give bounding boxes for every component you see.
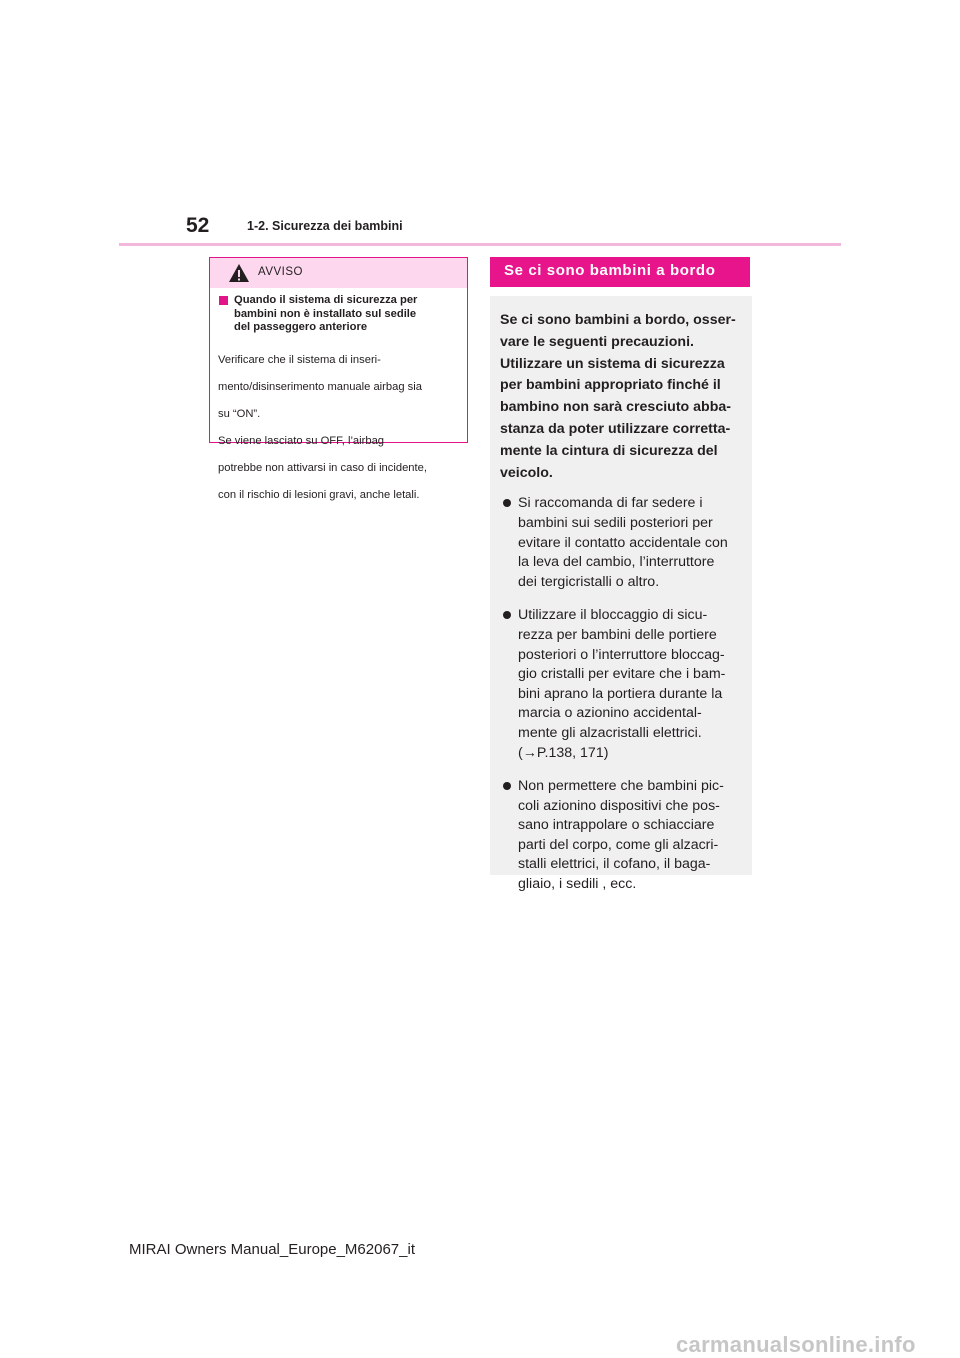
warning-item-heading	[218, 294, 459, 335]
info-box	[490, 296, 752, 893]
warning-text	[218, 341, 459, 517]
section-title: 1-2. Sicurezza dei bambini	[247, 219, 403, 233]
bullet-line: Non permettere che bambini pic-	[518, 778, 724, 795]
intro-line: per bambini appropriato finché il	[500, 377, 721, 394]
warning-text-line: potrebbe non attivarsi in caso di incidente,	[218, 462, 427, 474]
intro-line: Utilizzare un sistema di sicurezza	[500, 355, 725, 372]
round-bullet-icon	[503, 499, 511, 507]
page-number: 52	[186, 214, 210, 237]
intro-line: Se ci sono bambini a bordo, osser-	[500, 312, 736, 328]
square-bullet-icon	[219, 296, 228, 305]
intro-line: mente la cintura di sicurezza del	[500, 442, 718, 459]
warning-body	[210, 288, 467, 516]
header-divider	[119, 243, 841, 246]
bullet-line: gio cristalli per evitare che i bam-	[518, 666, 726, 683]
warning-title: AVVISO	[258, 266, 303, 278]
warning-box	[209, 257, 468, 501]
bullet-line: la leva del cambio, l’interruttore	[518, 554, 715, 571]
warning-heading-line: bambini non è installato sul sedile	[234, 307, 417, 320]
bullet-list	[500, 494, 742, 894]
bullet-line: mente gli alzacristalli elettrici.	[518, 724, 702, 741]
bullet-line: Si raccomanda di far sedere i	[518, 495, 703, 512]
warning-text-line: Verificare che il sistema di inseri-	[218, 354, 381, 366]
bullet-line: dei tergicristalli o altro.	[518, 573, 660, 590]
warning-header	[210, 258, 467, 288]
bullet-line: stalli elettrici, il cofano, il baga-	[518, 856, 711, 873]
bullet-line: rezza per bambini delle portiere	[518, 626, 717, 643]
list-item	[500, 494, 742, 592]
warning-heading-line: del passeggero anteriore	[234, 321, 368, 333]
bullet-line: evitare il contatto accidentale con	[518, 534, 728, 551]
list-item	[500, 777, 742, 895]
bullet-line: gliaio, i sedili , ecc.	[518, 876, 637, 893]
watermark: carmanualsonline.info	[676, 1332, 916, 1357]
list-item	[500, 606, 742, 763]
bullet-line: coli azionino dispositivi che pos-	[518, 797, 720, 814]
bullet-line: sano intrappolare o schiacciare	[518, 817, 715, 834]
warning-heading-line: Quando il sistema di sicurezza per	[234, 294, 418, 306]
round-bullet-icon	[503, 782, 511, 790]
info-tab	[490, 257, 750, 287]
page-reference-link[interactable]: (→P.138, 171)	[518, 744, 609, 761]
warning-text-line: con il rischio di lesioni gravi, anche letali.	[218, 489, 420, 501]
bullet-line: bambini sui sedili posteriori per	[518, 514, 713, 531]
info-tab-title: Se ci sono bambini a bordo	[504, 262, 716, 279]
intro-line: veicolo.	[500, 464, 553, 481]
bullet-line: parti del corpo, come gli alzacri-	[518, 836, 719, 853]
warning-text-line: Se viene lasciato su OFF, l’airbag	[218, 435, 385, 447]
footer-text: MIRAI Owners Manual_Europe_M62067_it	[129, 1241, 415, 1258]
bullet-line: marcia o azionino accidental-	[518, 705, 702, 722]
warning-text-line: mento/disinserimento manuale airbag sia	[218, 381, 422, 393]
intro-paragraph	[500, 310, 742, 484]
intro-line: stanza da poter utilizzare corretta-	[500, 420, 731, 437]
intro-line: bambino non sarà cresciuto abba-	[500, 399, 731, 416]
bullet-line: bini aprano la portiera durante la	[518, 685, 723, 702]
intro-line: vare le seguenti precauzioni.	[500, 333, 694, 350]
bullet-line: Utilizzare il bloccaggio di sicu-	[518, 607, 708, 624]
bullet-line: posteriori o l’interruttore bloccag-	[518, 646, 725, 663]
warning-text-line: su “ON”.	[218, 408, 261, 420]
round-bullet-icon	[503, 611, 511, 619]
warning-triangle-icon	[228, 263, 250, 283]
